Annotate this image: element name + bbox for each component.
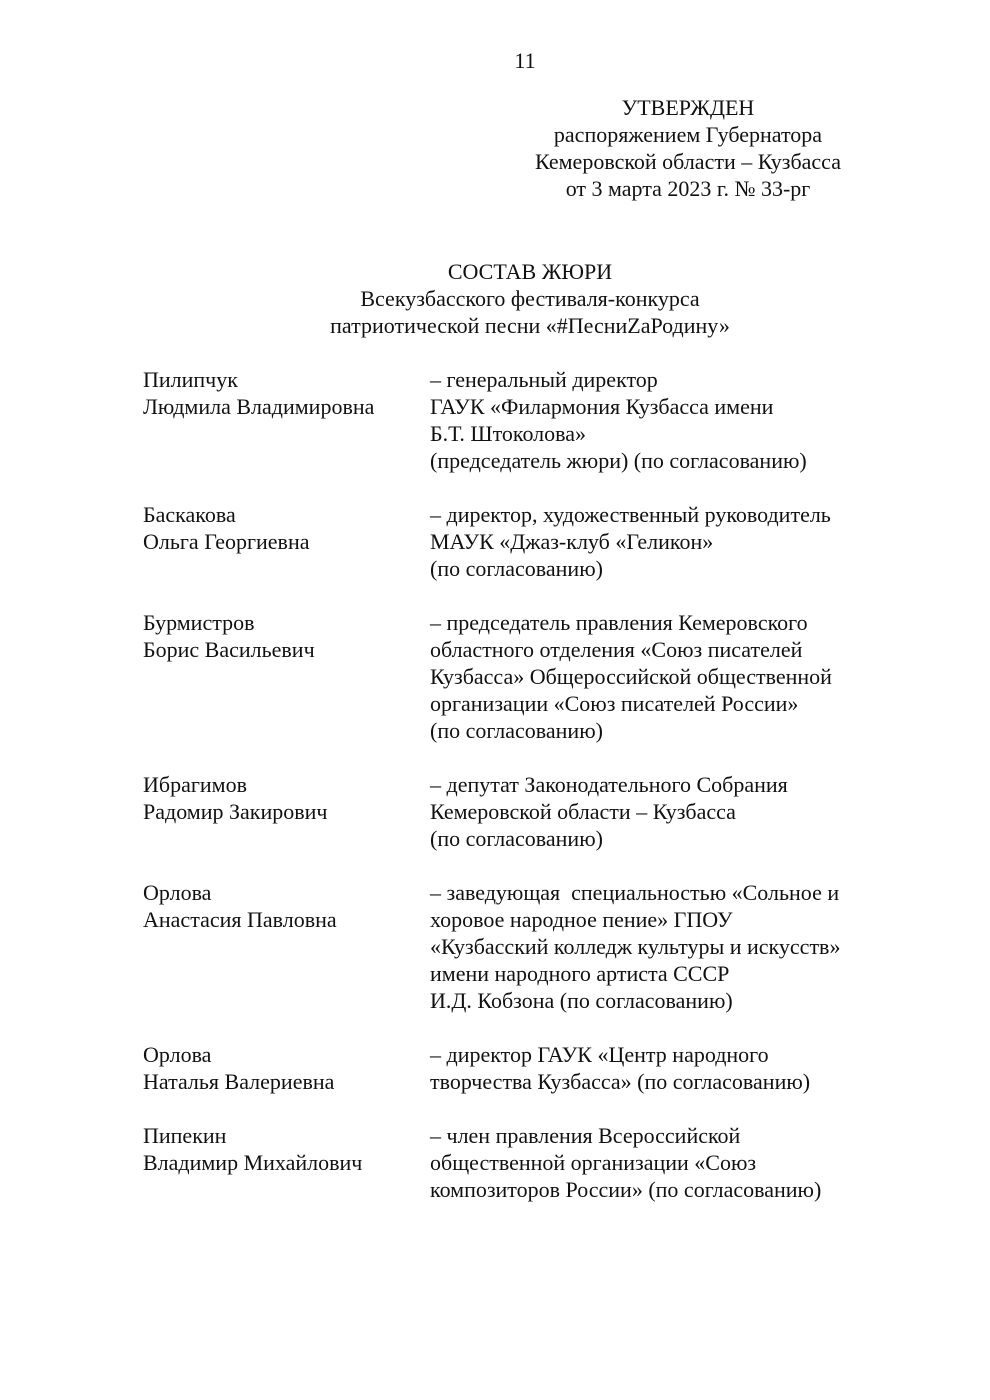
member-role	[430, 1122, 890, 1203]
member-surname: Орлова	[143, 1042, 212, 1067]
role-line: творчества Кузбасса» (по согласованию)	[430, 1069, 811, 1094]
title-subline: Всекузбасского фестиваля-конкурса	[360, 286, 700, 311]
role-line: – депутат Законодательного Собрания	[430, 772, 788, 797]
role-line: – директор ГАУК «Центр народного	[430, 1042, 769, 1067]
member-name	[143, 501, 430, 582]
role-line: – директор, художественный руководитель	[430, 502, 831, 527]
approval-date: от 3 марта 2023 г. № 33-рг	[565, 176, 811, 201]
member-given-name: Радомир Закирович	[143, 799, 328, 824]
title-subline: патриотической песни «#ПесниZaРодину»	[330, 313, 730, 338]
jury-member	[0, 879, 990, 1014]
role-line: областного отделения «Союз писателей	[430, 637, 803, 662]
role-line: общественной организации «Союз	[430, 1150, 757, 1175]
role-line: – член правления Всероссийской	[430, 1123, 741, 1148]
role-line: МАУК «Джаз-клуб «Геликон»	[430, 529, 714, 554]
role-line: (по согласованию)	[430, 826, 603, 851]
role-line: (по согласованию)	[430, 718, 603, 743]
approval-line: Кемеровской области – Кузбасса	[535, 149, 841, 174]
approval-stamp	[500, 94, 876, 202]
jury-member	[0, 1122, 990, 1203]
member-surname: Ибрагимов	[143, 772, 247, 797]
member-given-name: Борис Васильевич	[143, 637, 315, 662]
member-name	[143, 1041, 430, 1095]
member-given-name: Людмила Владимировна	[143, 394, 375, 419]
member-name	[143, 879, 430, 1014]
role-line: ГАУК «Филармония Кузбасса имени	[430, 394, 774, 419]
role-line: – председатель правления Кемеровского	[430, 610, 808, 635]
role-line: хоровое народное пение» ГПОУ	[430, 907, 733, 932]
member-role	[430, 771, 890, 852]
member-given-name: Анастасия Павловна	[143, 907, 337, 932]
role-line: организации «Союз писателей России»	[430, 691, 799, 716]
role-line: И.Д. Кобзона (по согласованию)	[430, 988, 733, 1013]
role-line: «Кузбасский колледж культуры и искусств»	[430, 934, 841, 959]
member-given-name: Наталья Валериевна	[143, 1069, 335, 1094]
member-surname: Орлова	[143, 880, 212, 905]
member-surname: Баскакова	[143, 502, 236, 527]
approval-heading: УТВЕРЖДЕН	[621, 95, 755, 120]
member-surname: Бурмистров	[143, 610, 255, 635]
role-line: – заведующая специальностью «Сольное и	[430, 880, 840, 905]
member-role	[430, 501, 890, 582]
member-name	[143, 771, 430, 852]
member-given-name: Владимир Михайлович	[143, 1150, 363, 1175]
role-line: – генеральный директор	[430, 367, 658, 392]
approval-line: распоряжением Губернатора	[553, 122, 823, 147]
jury-member	[0, 501, 990, 582]
role-line: Кемеровской области – Кузбасса	[430, 799, 736, 824]
document-title	[200, 258, 860, 339]
jury-member	[0, 366, 990, 474]
member-role	[430, 366, 890, 474]
member-name	[143, 609, 430, 744]
member-role	[430, 609, 890, 744]
role-line: Б.Т. Штоколова»	[430, 421, 587, 446]
member-surname: Пилипчук	[143, 367, 238, 392]
jury-member	[0, 609, 990, 744]
member-surname: Пипекин	[143, 1123, 227, 1148]
member-role	[430, 1041, 890, 1095]
member-given-name: Ольга Георгиевна	[143, 529, 310, 554]
member-name	[143, 1122, 430, 1203]
jury-members-list	[0, 366, 990, 1230]
role-line: (по согласованию)	[430, 556, 603, 581]
page-number: 11	[514, 48, 536, 73]
member-name	[143, 366, 430, 474]
member-role	[430, 879, 890, 1014]
role-line: имени народного артиста СССР	[430, 961, 730, 986]
role-line: композиторов России» (по согласованию)	[430, 1177, 822, 1202]
jury-member	[0, 771, 990, 852]
jury-member	[0, 1041, 990, 1095]
role-line: (председатель жюри) (по согласованию)	[430, 448, 807, 473]
role-line: Кузбасса» Общероссийской общественной	[430, 664, 832, 689]
title-heading: СОСТАВ ЖЮРИ	[447, 259, 613, 284]
